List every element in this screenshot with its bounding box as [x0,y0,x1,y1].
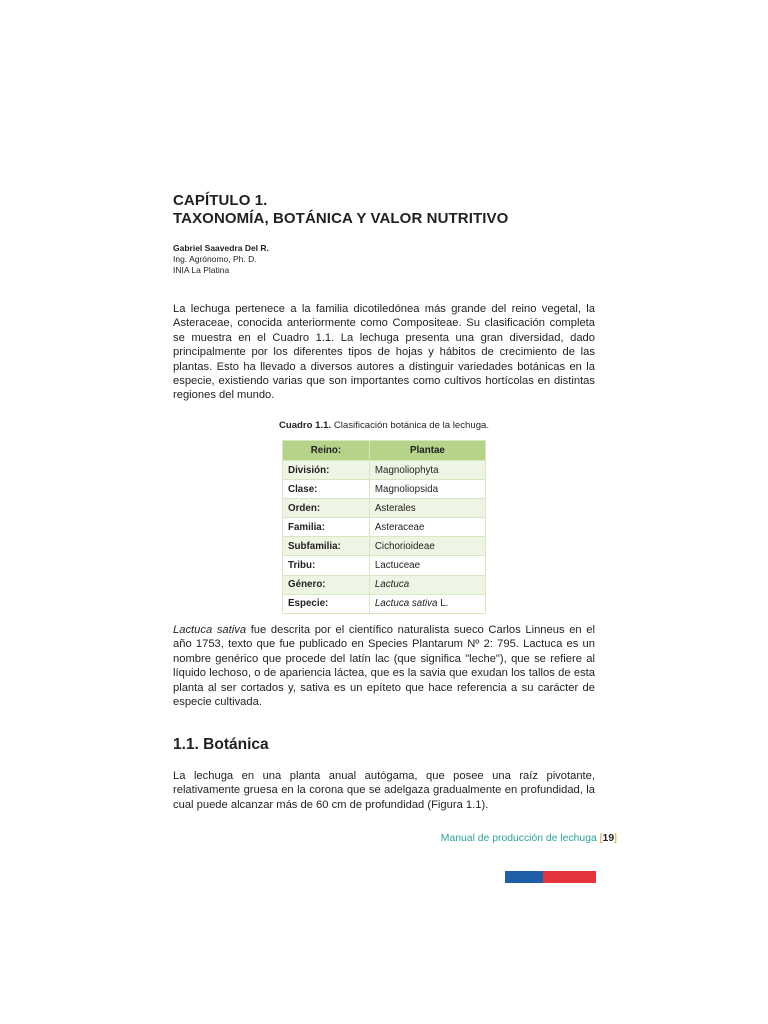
taxon-cell: Asteraceae [369,518,485,537]
rank-cell: Clase: [283,480,370,499]
table-row [283,499,486,518]
table-row [283,461,486,480]
taxon-cell: Lactuceae [369,556,485,575]
rank-cell: División: [283,461,370,480]
species-name: Lactuca sativa [374,598,438,610]
species-author: L. [437,598,449,610]
table-header-cell: Reino: [283,441,370,461]
table-row [283,480,486,499]
rank-cell: Subfamilia: [283,537,370,556]
rank-cell: Familia: [283,518,370,537]
table-row [283,575,486,594]
footer-bracket-close: ] [614,833,617,844]
table-header-cell: Plantae [369,441,485,461]
author-institution: INIA La Platina [173,265,230,275]
table-caption-text: Clasificación botánica de la lechuga. [331,420,490,431]
table-header-row [283,441,486,461]
author-title: Ing. Agrónomo, Ph. D. [173,254,257,264]
footer-bracket-open: [ [599,833,603,844]
taxon-cell: Asterales [369,499,485,518]
linneus-text: fue descrita por el científico naturalista sueco Carlos Linneus en el año 1753, texto que fue publicado en Species Plantarum Nº 2: 795. Lactuca es un nombre genérico que procede del latín lac (que significa "leche"), que se refiere al líquido lechoso, o de apariencia láctea, que es la savia que exudan los tallos de esta planta al ser cortados y, sativa es un epíteto que hace referencia a su carácter de especie cultivada. [173,624,595,709]
table-row [283,556,486,575]
author-name: Gabriel Saavedra Del R. [173,243,269,253]
table-row [283,518,486,537]
taxon-cell: Lactuca [369,575,485,594]
footer-title: Manual de producción de lechuga [440,833,600,844]
chapter-title [173,192,613,228]
species-lead: Lactuca sativa [173,624,247,636]
taxon-cell: Magnoliopsida [369,480,485,499]
rank-cell: Especie: [283,594,370,613]
section-heading: 1.1. Botánica [173,736,269,753]
chapter-name: TAXONOMÍA, BOTÁNICA Y VALOR NUTRITIVO [173,210,509,227]
chapter-number: CAPÍTULO 1. [173,192,268,209]
page-number: 19 [602,833,615,844]
table-row [283,594,486,613]
rank-cell: Orden: [283,499,370,518]
flag-stripe-red [543,871,596,883]
linneus-paragraph [173,623,595,709]
page-footer [441,833,617,844]
taxon-cell: Magnoliophyta [369,461,485,480]
botanica-paragraph: La lechuga en una planta anual autógama, que posee una raíz pivotante, relativamente gruesa en la corona que se adelgaza gradualmente en profundidad, la cual puede alcanzar más de 60 cm de profundidad (Figura 1.1). [173,770,595,811]
table-caption [173,420,595,432]
flag-stripe-blue [505,871,543,883]
taxon-cell: Cichorioideae [369,537,485,556]
table-caption-label: Cuadro 1.1. [278,420,332,431]
rank-cell: Tribu: [283,556,370,575]
author-block [173,243,269,276]
table-row [283,537,486,556]
taxonomy-table [282,440,486,614]
intro-paragraph: La lechuga pertenece a la familia dicotiledónea más grande del reino vegetal, la Asteraceae, conocida anteriormente como Compositeae. Su clasificación completa se muestra en el Cuadro 1.1. La lechuga presenta una gran diversidad, dado principalmente por los diferentes tipos de hojas y hábitos de crecimiento de las plantas. Esto ha llevado a diversos autores a distinguir variedades botánicas en la especie, existiendo varias que son importantes como cultivos hortícolas en distintas regiones del mundo. [173,303,595,402]
taxon-cell [369,594,485,613]
rank-cell: Género: [283,575,370,594]
